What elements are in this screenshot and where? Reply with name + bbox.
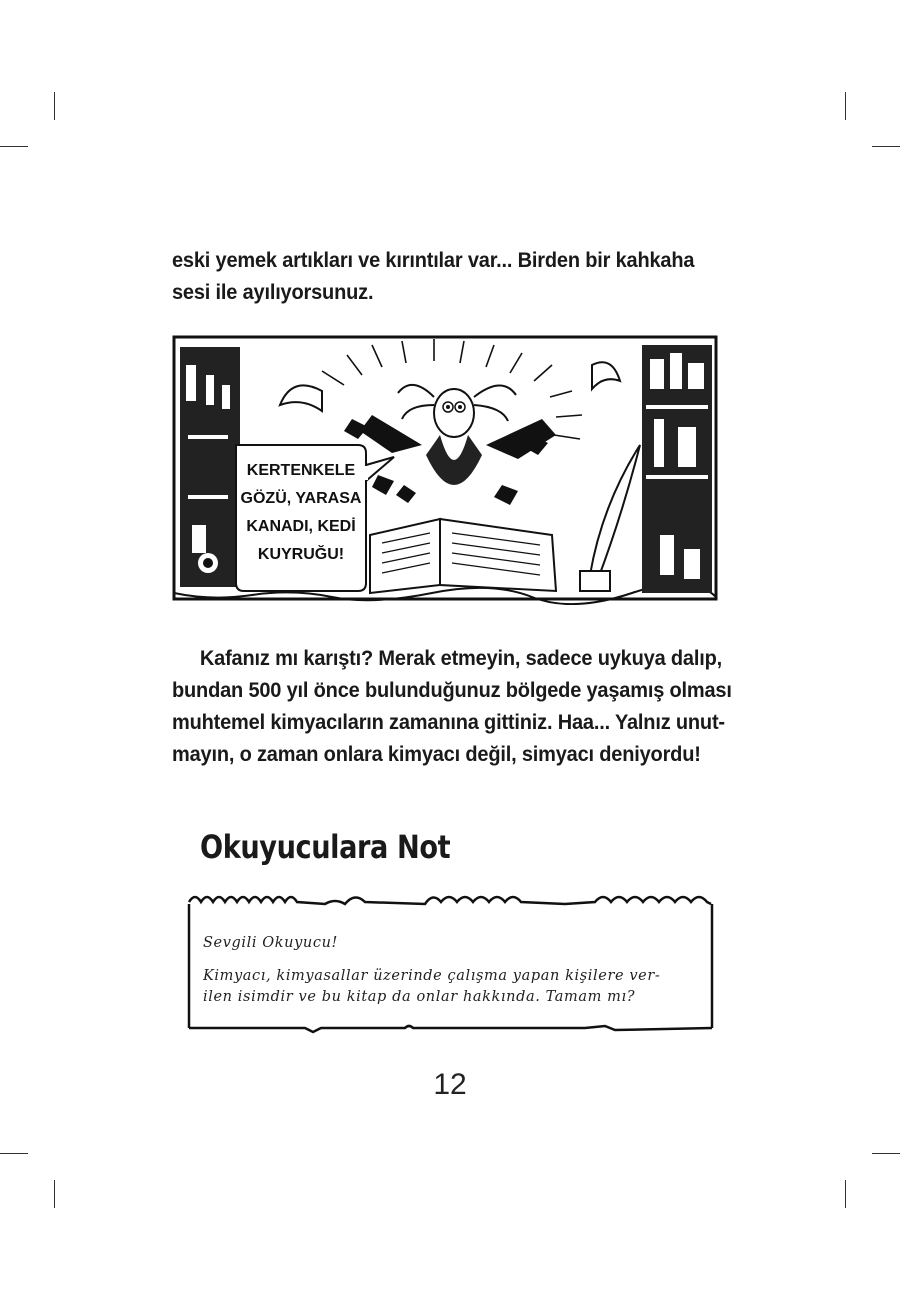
sign-line: KANADI, KEDİ [246, 518, 356, 535]
sign-line: KERTENKELE [246, 462, 356, 479]
crop-mark [872, 1153, 900, 1154]
text-line: bundan 500 yıl önce bulunduğunuz bölgede yaşamış olması [172, 678, 732, 702]
crop-mark [845, 92, 846, 120]
text-line: mayın, o zaman onlara kimyacı değil, simyacı deniyordu! [172, 742, 701, 766]
crop-mark [0, 1153, 28, 1154]
sign-line: KUYRUĞU! [257, 546, 345, 563]
crop-mark [845, 1180, 846, 1208]
text-line: Kimyacı, kimyasallar üzerinde çalışma yapan kişilere ver- [203, 968, 661, 984]
text-line: sesi ile ayılıyorsunuz. [172, 280, 374, 304]
text-line: ilen isimdir ve bu kitap da onlar hakkında. Tamam mı? [203, 989, 636, 1005]
cartoon-drawing [172, 335, 718, 605]
text-line: muhtemel kimyacıların zamanına gittiniz. Haa... Yalnız unut- [172, 710, 725, 734]
note-body [203, 966, 703, 1008]
crop-mark [872, 146, 900, 147]
paragraph-main [172, 642, 732, 770]
crop-mark [54, 1180, 55, 1208]
text-line: eski yemek artıkları ve kırıntılar var... Birden bir kahkaha [172, 248, 695, 272]
paragraph-top [172, 244, 693, 308]
crop-mark [0, 146, 28, 147]
note-heading: Okuyuculara Not [200, 828, 451, 866]
note-frame [185, 888, 715, 1036]
crop-mark [54, 92, 55, 120]
note-box [185, 888, 715, 1036]
note-greeting: Sevgili Okuyucu! [203, 935, 338, 951]
text-line: Kafanız mı karıştı? Merak etmeyin, sadece uykuya dalıp, [199, 646, 722, 670]
page-number: 12 [433, 1068, 467, 1101]
alchemist-cartoon [172, 335, 718, 605]
sign-line: GÖZÜ, YARASA [240, 490, 362, 507]
